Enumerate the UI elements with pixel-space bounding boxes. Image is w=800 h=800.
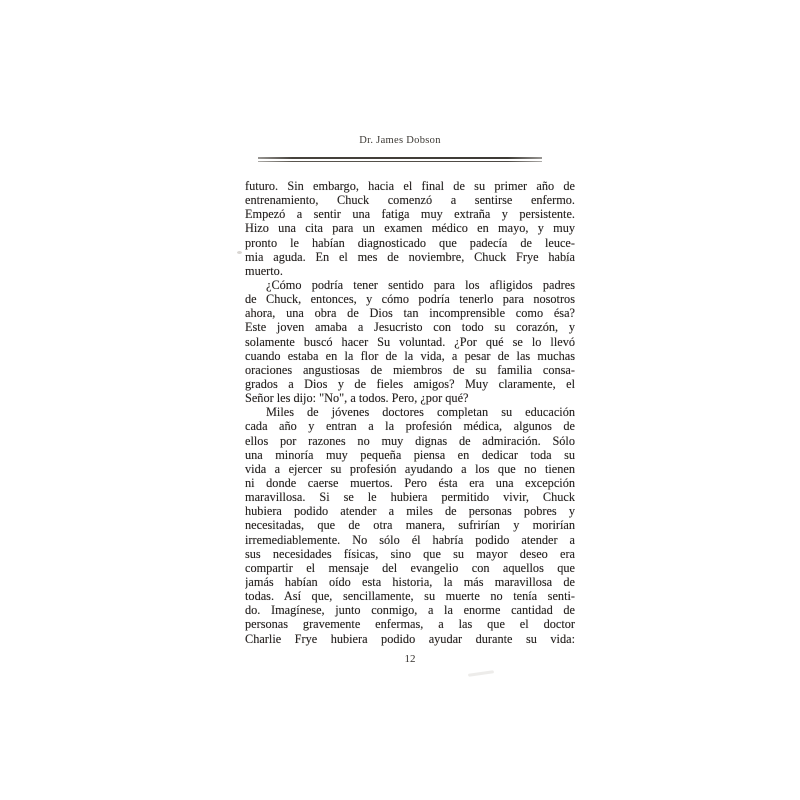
scan-artifact — [468, 670, 494, 677]
text-line: vida a ejercer su profesión ayudando a los que no tienen — [245, 461, 575, 476]
text-line: cuando estaba en la flor de la vida, a pesar de las muchas — [245, 348, 575, 363]
text-line: hubiera podido atender a miles de personas pobres y — [245, 504, 575, 519]
text-line: entrenamiento, Chuck comenzó a sentirse enfermo. — [245, 193, 575, 208]
text-line: ahora, una obra de Dios tan incomprensible como ésa? — [245, 306, 575, 321]
page-number: 12 — [404, 653, 416, 665]
text-line: Empezó a sentir una fatiga muy extraña y persistente. — [245, 207, 575, 222]
text-line: Este joven amaba a Jesucristo con todo su corazón, y — [245, 320, 575, 335]
running-header: Dr. James Dobson — [359, 135, 441, 146]
text-block — [245, 179, 575, 646]
text-line: cada año y entran a la profesión médica, algunos de — [245, 419, 575, 434]
text-line: de Chuck, entonces, y cómo podría tenerlo para nosotros — [245, 292, 575, 307]
paragraph — [245, 405, 575, 645]
paragraph — [245, 278, 575, 405]
text-line: ¿Cómo podría tener sentido para los afligidos padres — [266, 277, 575, 292]
rule-line-thick — [258, 157, 542, 159]
text-line: muerto. — [245, 263, 283, 278]
text-line: jamás habían oído esta historia, la más maravillosa de — [245, 574, 575, 589]
rule-line-thin — [258, 161, 542, 162]
text-line: compartir el mensaje del evangelio con aquellos que — [245, 560, 575, 575]
text-line: solamente buscó hacer Su voluntad. ¿Por qué se lo llevó — [245, 334, 575, 349]
text-line: pronto le habían diagnosticado que padecía de leuce- — [245, 235, 575, 250]
text-line: personas gravemente enfermas, a las que el doctor — [245, 617, 575, 632]
text-line: Miles de jóvenes doctores completan su educación — [266, 405, 575, 420]
paragraph — [245, 179, 575, 278]
text-line: ellos por razones no muy dignas de admiración. Sólo — [245, 433, 575, 448]
header-double-rule — [258, 157, 542, 163]
text-line: Hizo una cita para un examen médico en mayo, y muy — [245, 221, 575, 236]
text-line: sus necesidades físicas, sino que su mayor deseo era — [245, 546, 575, 561]
text-line: futuro. Sin embargo, hacia el final de su primer año de — [245, 179, 575, 193]
text-line: grados a Dios y de fieles amigos? Muy claramente, el — [245, 376, 575, 391]
text-line: oraciones angustiosas de miembros de su familia consa- — [245, 362, 575, 377]
text-line: maravillosa. Si se le hubiera permitido vivir, Chuck — [245, 490, 575, 505]
text-line: irremediablemente. No sólo él habría podido atender a — [245, 532, 575, 547]
scan-artifact — [565, 259, 568, 262]
text-line: Señor les dijo: "No", a todos. Pero, ¿por qué? — [245, 391, 469, 406]
text-line: do. Imagínese, junto conmigo, a la enorme cantidad de — [245, 603, 575, 618]
text-line: Charlie Frye hubiera podido ayudar durante su vida: — [245, 631, 575, 646]
scan-artifact — [237, 251, 242, 254]
text-line: todas. Así que, sencillamente, su muerte no tenía senti- — [245, 589, 575, 604]
text-line: ni donde caerse muertos. Pero ésta era una excepción — [245, 475, 575, 490]
text-line: una minoría muy pequeña piensa en dedicar toda su — [245, 447, 575, 462]
text-line: necesitadas, que de otra manera, sufrirían y morirían — [245, 518, 575, 533]
text-line: mia aguda. En el mes de noviembre, Chuck Frye había — [245, 249, 575, 264]
